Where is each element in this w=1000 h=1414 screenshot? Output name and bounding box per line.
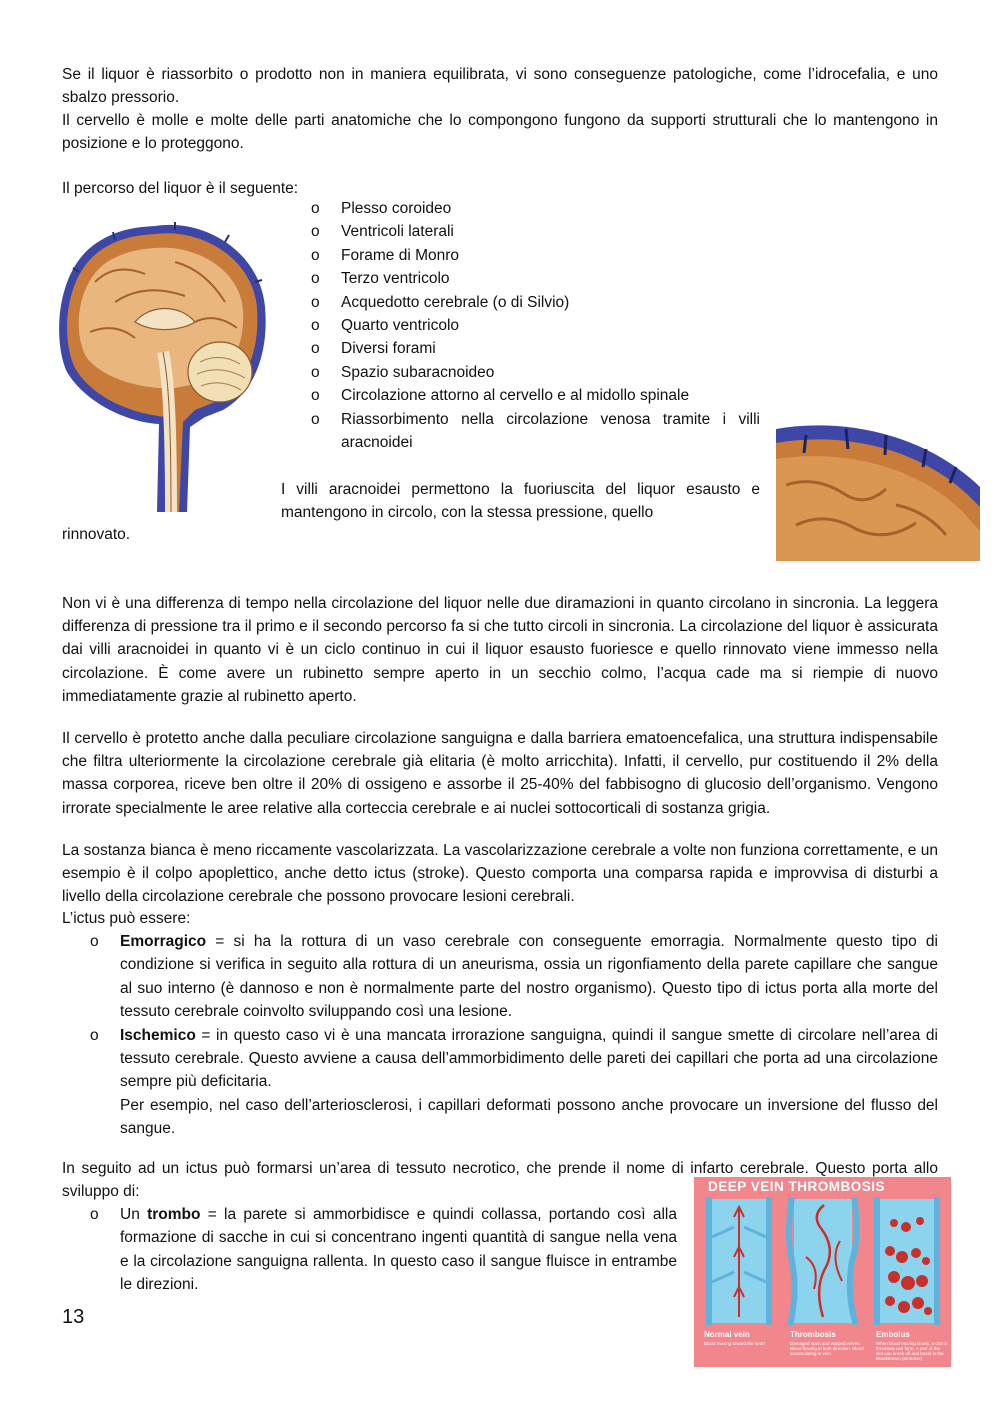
percorso-list [311,197,760,454]
list-item-emorragico: o Emorragico = si ha la rottura di un vaso cerebrale con conseguente emorragia. Normalmente questo tipo di condizione si verifica in seguito alla rottura di un aneurisma, ossia un rigonfiamento della parete capillare che sangue al suo interno (è dannoso e non è normalmente parte del nostro organismo). Questo tipo di ictus porta alla morte del tessuto cerebrale coinvolto sviluppando così una lesione. [90,933,938,1021]
villi-paragraph: I villi aracnoidei permettono la fuoriuscita del liquor esausto e mantengono in circolo, con la stessa pressione, quello [281,481,760,522]
brain-sagittal-illustration [55,212,270,512]
arachnoid-villi-closeup-illustration [776,415,980,561]
list-item: o Quarto ventricolo [311,317,460,335]
list-item: o Spazio subaracnoideo [311,363,495,381]
ictus-list [90,930,938,1141]
dvt-caption-normal: Blood moving toward the heart [704,1341,766,1346]
page-number: 13 [62,1306,85,1328]
intro-paragraph-2: Il cervello è molle e molte delle parti anatomiche che lo compongono fungono da supporti strutturali che lo mantengono in posizione e lo proteggono. [62,112,938,153]
dvt-caption-embolus: When blood moving slowly, a clot or thrombus can form. A part of the clot can break off and travel in the bloodstream (embolus) [876,1341,948,1361]
list-item: o Riassorbimento nella circolazione venosa tramite i villi aracnoidei [311,410,760,452]
list-item: o Diversi forami [311,340,436,358]
paragraph-sostanza-bianca: La sostanza bianca è meno riccamente vascolarizzata. La vascolarizzazione cerebrale a volte non funziona correttamente, e un esempio è il colpo apoplettico, anche detto ictus (stroke). Questo comporta una comparsa rapida e improvvisa di disturbi a livello della circolazione cerebrale che possono provocare lesioni cerebrali. [62,842,938,906]
dvt-label-embolus: Embolus [876,1330,910,1339]
list-item: o Terzo ventricolo [311,270,450,288]
paragraph-ictus-intro: L’ictus può essere: [62,910,191,927]
list-item: o Ventricoli laterali [311,223,454,241]
dvt-figure [694,1177,951,1367]
dvt-caption-thrombosis: Damaged open and warped valves. Blood flowing in both direction. Blood accumulating in vein [790,1341,864,1356]
list-item-ischemico: o Ischemico = in questo caso vi è una mancata irrorazione sanguigna, quindi il sangue smette di circolare nell’area di tessuto cerebrale. Questo avviene a causa dell’ammorbidimento delle pareti dei capillari che porta ad una circolazione sempre più deficitaria. Per esempio, nel caso dell’arteriosclerosi, i capillari deformati possono anche provocare un inversione del flusso del sangue. [90,1026,938,1138]
intro-paragraph-1: Se il liquor è riassorbito o prodotto non in maniera equilibrata, vi sono conseguenze patologiche, come l’idrocefalia, e uno sbalzo pressorio. [62,66,938,107]
dvt-label-normal: Normal vein [704,1330,750,1339]
list-item: o Acquedotto cerebrale (o di Silvio) [311,293,570,311]
dvt-title: DEEP VEIN THROMBOSIS [708,1179,886,1194]
list-item: o Circolazione attorno al cervello e al midollo spinale [311,387,690,405]
list-item: o Forame di Monro [311,246,460,264]
dvt-label-thrombosis: Thrombosis [790,1330,836,1339]
trombo-list [90,1203,677,1297]
villi-paragraph-end: rinnovato. [62,526,131,543]
list-item: o Plesso coroideo [311,200,452,217]
percorso-heading: Il percorso del liquor è il seguente: [62,180,299,197]
paragraph-barriera: Il cervello è protetto anche dalla peculiare circolazione sanguigna e dalla barriera ematoencefalica, una struttura indispensabile che filtra ulteriormente la circolazione cerebrale già elitaria (è molto arricchita). Infatti, il cervello, pur costituendo il 2% della massa corporea, riceve ben oltre il 20% di ossigeno e assorbe il 25-40% del fabbisogno di glucosio dell’organismo. Vengono irrorate specialmente le aree relative alla corteccia cerebrale e ai nuclei sottocorticali di sostanza grigia. [62,730,938,817]
paragraph-circolazione: Non vi è una differenza di tempo nella circolazione del liquor nelle due diramazioni in quanto circolano in sincronia. La leggera differenza di pressione tra il primo e il secondo percorso fa si che tutto circoli in sincronia. La circolazione del liquor è assicurata dai villi aracnoidei in quanto vi è un ciclo continuo in cui il liquor esausto fuoriesce e quello rinnovato viene immesso nella circolazione. È come avere un rubinetto sempre aperto in un secchio colmo, l’acqua cade ma si riempie di nuovo immediatamente grazie al rubinetto aperto. [62,595,938,705]
paragraph-infarto: In seguito ad un ictus può formarsi un’area di tessuto necrotico, che prende il nome di infarto cerebrale. Questo porta allo sviluppo di: [62,1160,938,1201]
list-item-trombo: o Un trombo = la parete si ammorbidisce e quindi collassa, portando così alla formazione di sacche in cui si concentrano ingenti quantità di sangue nella vena e la circolazione sanguigna rallenta. In questo caso il sangue fluisce in entrambe le direzioni. [90,1206,677,1294]
dvt-veins-illustration [694,1197,951,1325]
